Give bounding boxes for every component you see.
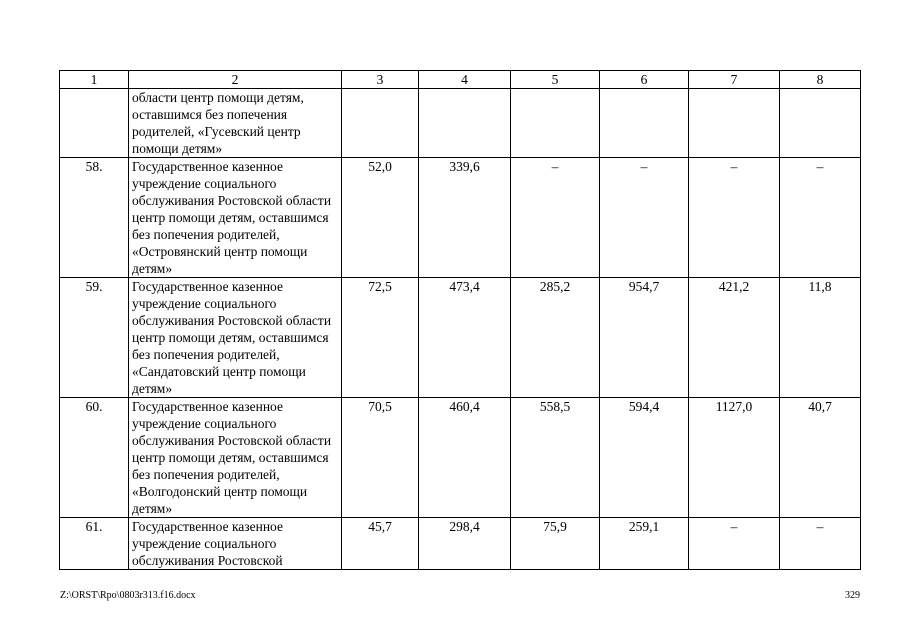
value-cell: 52,0 bbox=[342, 158, 419, 278]
value-cell bbox=[419, 89, 511, 158]
value-cell: 45,7 bbox=[342, 518, 419, 570]
value-cell: – bbox=[689, 158, 780, 278]
header-cell: 5 bbox=[511, 71, 600, 89]
value-cell: 70,5 bbox=[342, 398, 419, 518]
header-row bbox=[60, 71, 861, 89]
value-cell: 339,6 bbox=[419, 158, 511, 278]
table-row bbox=[60, 89, 861, 158]
value-cell: – bbox=[600, 158, 689, 278]
value-cell: 72,5 bbox=[342, 278, 419, 398]
value-cell: 11,8 bbox=[780, 278, 861, 398]
institution-name: Государственное казенное учреждение социального обслуживания Ростовской области центр помощи детям, оставшимся без попечения родителей, «Островянский центр помощи детям» bbox=[129, 158, 342, 278]
value-cell: 460,4 bbox=[419, 398, 511, 518]
header-cell: 4 bbox=[419, 71, 511, 89]
value-cell: 558,5 bbox=[511, 398, 600, 518]
value-cell: – bbox=[780, 158, 861, 278]
row-number: 61. bbox=[60, 518, 129, 570]
header-cell: 6 bbox=[600, 71, 689, 89]
row-number: 59. bbox=[60, 278, 129, 398]
value-cell bbox=[689, 89, 780, 158]
value-cell: 1127,0 bbox=[689, 398, 780, 518]
header-cell: 8 bbox=[780, 71, 861, 89]
institution-name: Государственное казенное учреждение социального обслуживания Ростовской области центр помощи детям, оставшимся без попечения родителей, «Сандатовский центр помощи детям» bbox=[129, 278, 342, 398]
value-cell: 954,7 bbox=[600, 278, 689, 398]
value-cell: 259,1 bbox=[600, 518, 689, 570]
header-cell: 3 bbox=[342, 71, 419, 89]
data-table bbox=[59, 70, 861, 570]
value-cell: – bbox=[780, 518, 861, 570]
row-number: 58. bbox=[60, 158, 129, 278]
row-number bbox=[60, 89, 129, 158]
value-cell: 421,2 bbox=[689, 278, 780, 398]
footer-file-path: Z:\ORST\Rpo\0803r313.f16.docx bbox=[60, 590, 196, 601]
header-cell: 2 bbox=[129, 71, 342, 89]
value-cell: 75,9 bbox=[511, 518, 600, 570]
table-row bbox=[60, 518, 861, 570]
value-cell: 473,4 bbox=[419, 278, 511, 398]
value-cell: 285,2 bbox=[511, 278, 600, 398]
value-cell: – bbox=[511, 158, 600, 278]
table-row bbox=[60, 398, 861, 518]
institution-name: области центр помощи детям, оставшимся без попечения родителей, «Гусевский центр помощи детям» bbox=[129, 89, 342, 158]
value-cell bbox=[780, 89, 861, 158]
value-cell: 40,7 bbox=[780, 398, 861, 518]
page-number: 329 bbox=[845, 590, 860, 601]
value-cell bbox=[600, 89, 689, 158]
table-row bbox=[60, 158, 861, 278]
institution-name: Государственное казенное учреждение социального обслуживания Ростовской bbox=[129, 518, 342, 570]
row-number: 60. bbox=[60, 398, 129, 518]
table-row bbox=[60, 278, 861, 398]
value-cell: 594,4 bbox=[600, 398, 689, 518]
value-cell bbox=[511, 89, 600, 158]
value-cell bbox=[342, 89, 419, 158]
header-cell: 7 bbox=[689, 71, 780, 89]
value-cell: – bbox=[689, 518, 780, 570]
institution-name: Государственное казенное учреждение социального обслуживания Ростовской области центр помощи детям, оставшимся без попечения родителей, «Волгодонский центр помощи детям» bbox=[129, 398, 342, 518]
value-cell: 298,4 bbox=[419, 518, 511, 570]
header-cell: 1 bbox=[60, 71, 129, 89]
